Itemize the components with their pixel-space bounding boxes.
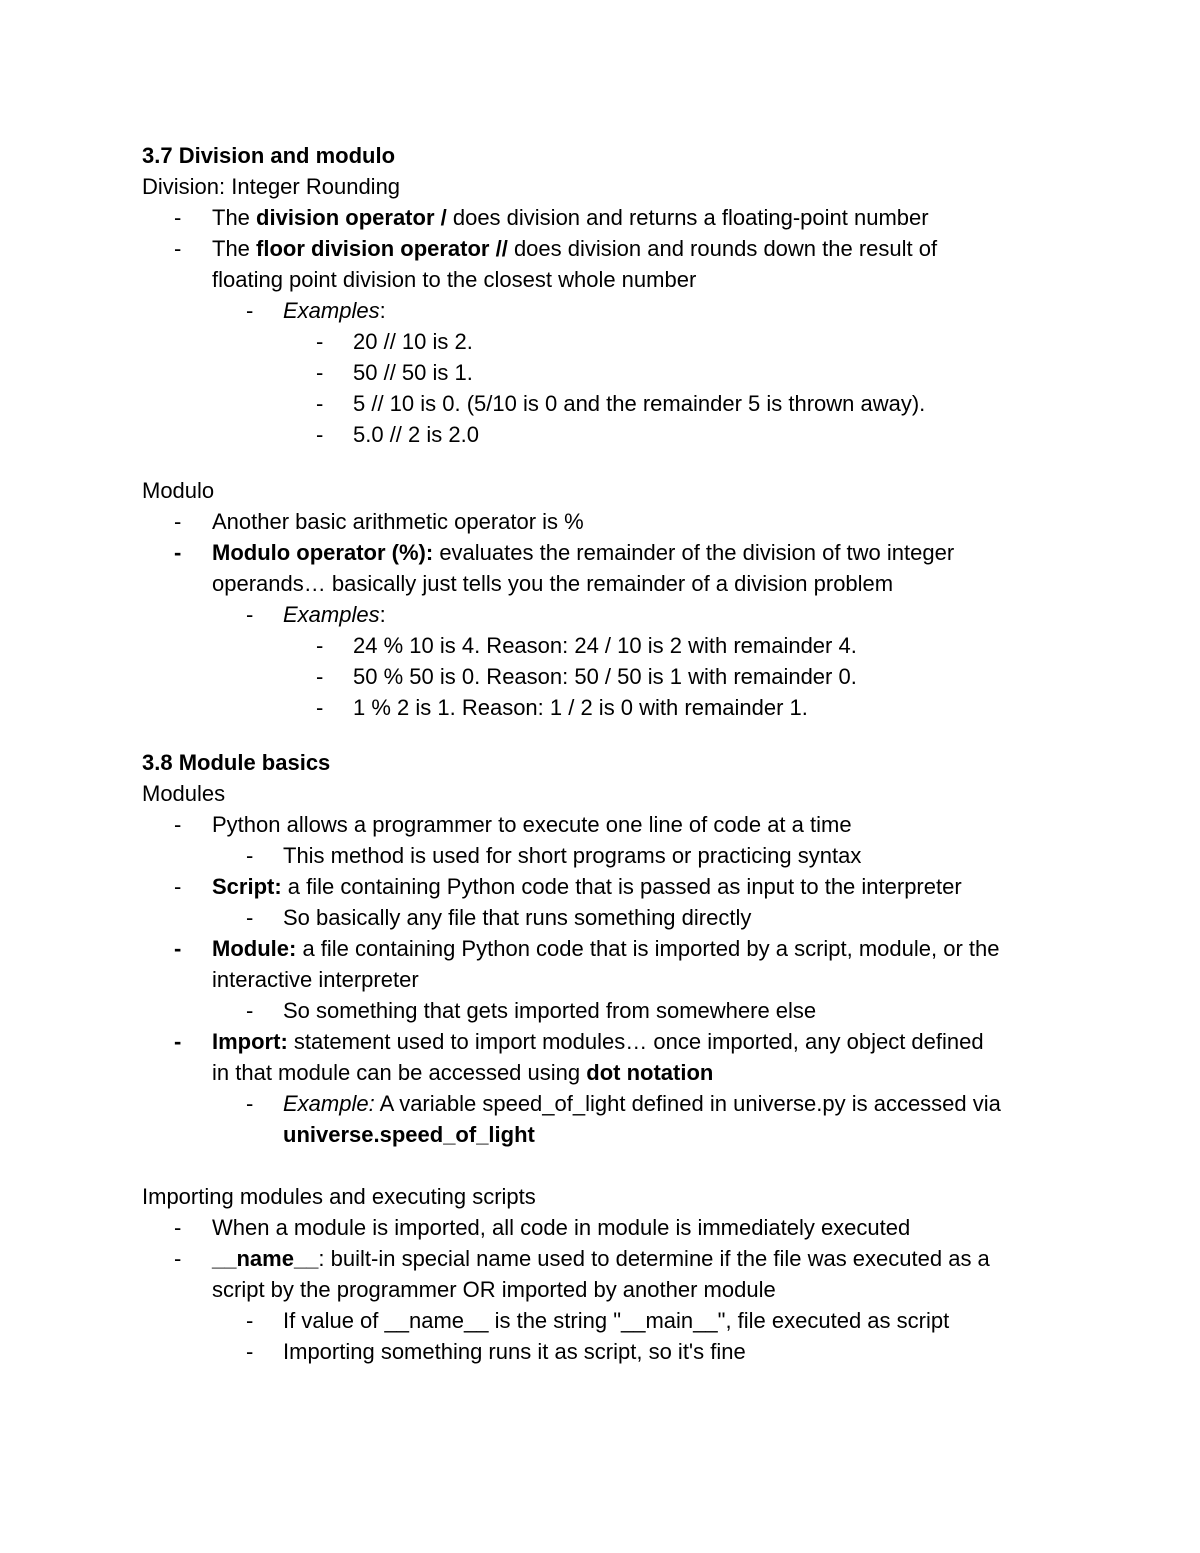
bullet-dash: - xyxy=(174,236,182,261)
division-example: 50 // 50 is 1. xyxy=(353,360,473,385)
bullet-dash: - xyxy=(246,298,254,323)
import-term: Import: xyxy=(212,1029,288,1054)
modulo-operator-item-cont: operands… basically just tells you the remainder of a division problem xyxy=(212,571,894,596)
modules-subitem: This method is used for short programs or practicing syntax xyxy=(283,843,862,868)
importing-heading: Importing modules and executing scripts xyxy=(142,1184,536,1209)
division-examples-label: Examples: xyxy=(283,298,386,323)
bullet-dash: - xyxy=(174,509,182,534)
name-term: __name__ xyxy=(212,1246,319,1271)
division-operator-item: The division operator / does division and returns a floating-point number xyxy=(212,205,929,230)
bullet-dash: - xyxy=(174,1029,182,1054)
bullet-dash: - xyxy=(174,874,182,899)
bullet-dash: - xyxy=(316,633,324,658)
floor-division-term: floor division operator // xyxy=(256,236,508,261)
name-subitem: If value of __name__ is the string "__main__", file executed as script xyxy=(283,1308,950,1333)
bullet-dash: - xyxy=(174,540,182,565)
name-item: __name__: built-in special name used to determine if the file was executed as a xyxy=(212,1246,990,1271)
bullet-dash: - xyxy=(316,360,324,385)
bullet-dash: - xyxy=(246,843,254,868)
bullet-dash: - xyxy=(246,1308,254,1333)
bullet-dash: - xyxy=(174,205,182,230)
bullet-dash: - xyxy=(246,905,254,930)
bullet-dash: - xyxy=(316,391,324,416)
name-subitem: Importing something runs it as script, so it's fine xyxy=(283,1339,746,1364)
import-example-cont xyxy=(283,1119,535,1150)
import-item-cont: in that module can be accessed using dot notation xyxy=(212,1060,714,1085)
module-item-cont: interactive interpreter xyxy=(212,967,419,992)
bullet-dash: - xyxy=(316,422,324,447)
bullet-dash: - xyxy=(246,602,254,627)
bullet-dash: - xyxy=(316,695,324,720)
script-subitem: So basically any file that runs something directly xyxy=(283,905,752,930)
modulo-item: Another basic arithmetic operator is % xyxy=(212,509,584,534)
division-example: 5.0 // 2 is 2.0 xyxy=(353,422,479,447)
script-item: Script: a file containing Python code that is passed as input to the interpreter xyxy=(212,874,962,899)
modulo-example: 24 % 10 is 4. Reason: 24 / 10 is 2 with remainder 4. xyxy=(353,633,857,658)
importing-item: When a module is imported, all code in module is immediately executed xyxy=(212,1215,911,1240)
division-example: 20 // 10 is 2. xyxy=(353,329,473,354)
import-item: Import: statement used to import modules… once imported, any object defined xyxy=(212,1029,984,1054)
script-term: Script: xyxy=(212,874,282,899)
bullet-dash: - xyxy=(316,329,324,354)
division-example: 5 // 10 is 0. (5/10 is 0 and the remainder 5 is thrown away). xyxy=(353,391,926,416)
universe-speed-term: universe.speed_of_light xyxy=(283,1122,535,1147)
import-example: Example: A variable speed_of_light defined in universe.py is accessed via xyxy=(283,1091,1001,1116)
bullet-dash: - xyxy=(174,812,182,837)
floor-division-item-cont: floating point division to the closest whole number xyxy=(212,267,697,292)
dot-notation-term: dot notation xyxy=(586,1060,714,1085)
bullet-dash: - xyxy=(174,936,182,961)
bullet-dash: - xyxy=(174,1215,182,1240)
division-heading: Division: Integer Rounding xyxy=(142,174,401,199)
section-3-7-title: 3.7 Division and modulo xyxy=(142,143,396,168)
modulo-operator-term: Modulo operator (%): xyxy=(212,540,434,565)
module-item: Module: a file containing Python code that is imported by a script, module, or the xyxy=(212,936,1000,961)
modulo-operator-item: Modulo operator (%): evaluates the remainder of the division of two integer xyxy=(212,540,955,565)
section-3-8-title: 3.8 Module basics xyxy=(142,750,331,775)
division-operator-term: division operator / xyxy=(256,205,447,230)
bullet-dash: - xyxy=(174,1246,182,1271)
bullet-dash: - xyxy=(246,1339,254,1364)
modulo-heading: Modulo xyxy=(142,478,215,503)
modulo-examples-label: Examples: xyxy=(283,602,386,627)
modules-item: Python allows a programmer to execute one line of code at a time xyxy=(212,812,852,837)
module-subitem: So something that gets imported from somewhere else xyxy=(283,998,817,1023)
modules-heading: Modules xyxy=(142,781,226,806)
module-term: Module: xyxy=(212,936,297,961)
bullet-dash: - xyxy=(316,664,324,689)
modulo-example: 50 % 50 is 0. Reason: 50 / 50 is 1 with remainder 0. xyxy=(353,664,857,689)
bullet-dash: - xyxy=(246,1091,254,1116)
modulo-example: 1 % 2 is 1. Reason: 1 / 2 is 0 with remainder 1. xyxy=(353,695,808,720)
name-item-cont: script by the programmer OR imported by another module xyxy=(212,1277,776,1302)
bullet-dash: - xyxy=(246,998,254,1023)
floor-division-item: The floor division operator // does division and rounds down the result of xyxy=(212,236,938,261)
